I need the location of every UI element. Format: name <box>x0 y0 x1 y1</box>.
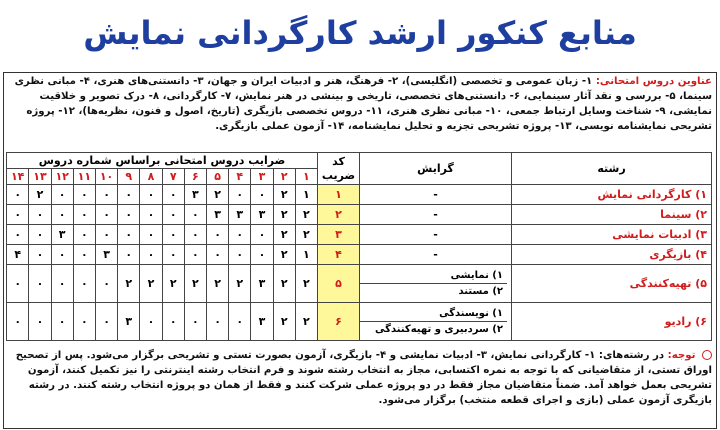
table-row <box>7 205 712 225</box>
course-number-10: ۱۰ <box>95 169 117 185</box>
coefficient-cell: ۰ <box>206 303 228 341</box>
course-number-11: ۱۱ <box>73 169 95 185</box>
coefficient-cell: ۳ <box>184 185 206 205</box>
coefficient-cell: ۰ <box>184 205 206 225</box>
coefficient-cell: ۳ <box>95 245 117 265</box>
table-row <box>7 265 712 303</box>
coefficient-cell: ۱ <box>295 245 317 265</box>
code-cell: ۳ <box>318 225 360 245</box>
coefficient-cell: ۰ <box>29 205 51 225</box>
coefficient-cell: ۲ <box>273 205 295 225</box>
coefficient-cell: ۰ <box>162 185 184 205</box>
coefficient-cell: ۲ <box>295 225 317 245</box>
coefficient-cell: ۰ <box>162 303 184 341</box>
coefficient-cell: ۰ <box>73 225 95 245</box>
note-text: در رشته‌های: ۱- کارگردانی نمایش، ۳- ادبیات نمایشی و ۴- بازیگری، آزمون بصورت تستی و تشریحی برگزار می‌شود. پس از تصحیح اوراق تستی، از متقاضیانی که با توجه به نمره اکتسابی، مجاز به انتخاب رشته شوند و فرم انتخاب رشته اینترنتی را نیز تکمیل کنند، آزمون تشریحی بعمل خواهد آمد. ضمناً متقاضیان مجاز فقط در دو پروژه عملی شرکت کنند و فقط از همان دو پروژه انتخاب رشته کنند. در رشته بازیگری آزمون عملی (بازی و اجرای قطعه منتخب) برگزار می‌شود. <box>15 350 712 406</box>
course-number-7: ۷ <box>162 169 184 185</box>
trend-cell: - <box>360 185 512 205</box>
coefficient-cell: ۰ <box>229 303 251 341</box>
coefficient-cell: ۰ <box>29 303 51 341</box>
course-number-2: ۲ <box>273 169 295 185</box>
coefficient-cell: ۰ <box>73 205 95 225</box>
trend-item: ۱) نمایشی <box>360 268 507 284</box>
coefficient-cell: ۰ <box>206 245 228 265</box>
coefficient-cell: ۲ <box>184 265 206 303</box>
course-number-13: ۱۳ <box>29 169 51 185</box>
trend-item: ۱) نویسندگی <box>360 306 507 322</box>
trend-cell <box>360 265 512 303</box>
coefficient-cell: ۰ <box>7 303 29 341</box>
coefficient-cell: ۲ <box>273 265 295 303</box>
table-row <box>7 225 712 245</box>
note-label: توجه: <box>667 350 696 361</box>
course-number-14: ۱۴ <box>7 169 29 185</box>
course-number-6: ۶ <box>184 169 206 185</box>
coefficient-cell: ۰ <box>29 245 51 265</box>
course-number-9: ۹ <box>118 169 140 185</box>
coefficient-cell: ۰ <box>7 185 29 205</box>
coefficient-cell: ۰ <box>229 245 251 265</box>
coefficient-cell: ۰ <box>51 303 73 341</box>
course-number-1: ۱ <box>295 169 317 185</box>
coefficient-cell: ۰ <box>162 245 184 265</box>
coefficient-cell: ۰ <box>162 205 184 225</box>
header-field: رشته <box>512 153 712 185</box>
trend-cell: - <box>360 245 512 265</box>
code-cell: ۱ <box>318 185 360 205</box>
coefficient-cell: ۰ <box>73 185 95 205</box>
coefficient-cell: ۰ <box>229 185 251 205</box>
course-number-12: ۱۲ <box>51 169 73 185</box>
coefficient-cell: ۰ <box>140 185 162 205</box>
coefficient-cell: ۲ <box>118 265 140 303</box>
coefficient-cell: ۳ <box>229 205 251 225</box>
note-paragraph <box>6 348 712 426</box>
coefficient-cell: ۲ <box>273 225 295 245</box>
coefficient-cell: ۰ <box>73 245 95 265</box>
field-name: ۲) سینما <box>512 205 712 225</box>
course-number-4: ۴ <box>229 169 251 185</box>
course-number-8: ۸ <box>140 169 162 185</box>
coefficient-cell: ۰ <box>95 265 117 303</box>
table-row <box>7 303 712 341</box>
field-name: ۳) ادبیات نمایشی <box>512 225 712 245</box>
coefficient-cell: ۰ <box>184 245 206 265</box>
trend-item: ۲) مستند <box>458 286 503 297</box>
trend-item: ۲) سردبیری و تهیه‌کنندگی <box>375 324 503 335</box>
field-name: ۱) کارگردانی نمایش <box>512 185 712 205</box>
coefficient-cell: ۰ <box>140 303 162 341</box>
coefficient-cell: ۰ <box>118 185 140 205</box>
coefficient-cell: ۲ <box>29 185 51 205</box>
coefficient-cell: ۰ <box>51 185 73 205</box>
header-trend: گرایش <box>360 153 512 185</box>
field-name: ۵) تهیه‌کنندگی <box>512 265 712 303</box>
coefficient-cell: ۳ <box>251 205 273 225</box>
coefficient-cell: ۳ <box>118 303 140 341</box>
coefficient-cell: ۰ <box>29 265 51 303</box>
coefficient-cell: ۰ <box>29 225 51 245</box>
table-row <box>7 245 712 265</box>
coefficients-table <box>6 152 712 341</box>
coefficient-cell: ۲ <box>295 205 317 225</box>
subjects-label: عناوین دروس امتحانی: <box>595 76 712 87</box>
trend-cell: - <box>360 225 512 245</box>
subjects-text: ۱- زبان عمومی و تخصصی (انگلیسی)، ۲- فرهنگ، هنر و ادبیات ایران و جهان، ۳- دانستنی‌های هنری، ۴- مبانی نظری سینما، ۵- بررسی و نقد آثار سینمایی، ۶- دانستنی‌های تخصصی، تاریخی و بینشی در هنر نمایش، ۷- کارگردانی، ۸- درک تصویر و خلاقیت نمایشی، ۹- شناخت وسایل ارتباط جمعی، ۱۰- مبانی نظری هنری، ۱۱- دروس تخصصی بازیگری (تاریخ، اصول و فنون، نظریه‌ها)، ۱۲- پروژه تشریحی نمایشنامه نویسی، ۱۳- پروژه تشریحی تجزیه و تحلیل نمایشنامه، ۱۴- آزمون عملی بازیگری. <box>14 76 712 132</box>
coefficient-cell: ۰ <box>95 225 117 245</box>
header-coefficients: ضرایب دروس امتحانی براساس شماره دروس <box>7 153 318 169</box>
coefficient-cell: ۳ <box>251 303 273 341</box>
coefficient-cell: ۰ <box>251 245 273 265</box>
course-number-3: ۳ <box>251 169 273 185</box>
coefficient-cell: ۰ <box>95 185 117 205</box>
coefficient-cell: ۲ <box>206 265 228 303</box>
coefficient-cell: ۳ <box>206 205 228 225</box>
coefficient-cell: ۲ <box>273 185 295 205</box>
coefficient-cell: ۰ <box>140 225 162 245</box>
field-name: ۴) بازیگری <box>512 245 712 265</box>
coefficient-cell: ۰ <box>184 225 206 245</box>
coefficient-cell: ۰ <box>95 303 117 341</box>
coefficient-cell: ۰ <box>118 225 140 245</box>
coefficient-cell: ۲ <box>295 265 317 303</box>
coefficient-cell: ۲ <box>295 303 317 341</box>
coefficient-cell: ۰ <box>7 205 29 225</box>
coefficient-cell: ۰ <box>7 225 29 245</box>
coefficient-cell: ۰ <box>118 205 140 225</box>
coefficient-cell: ۰ <box>162 225 184 245</box>
coefficient-cell: ۲ <box>140 265 162 303</box>
coefficient-cell: ۰ <box>206 225 228 245</box>
coefficient-cell: ۰ <box>140 205 162 225</box>
table-row <box>7 185 712 205</box>
code-cell: ۵ <box>318 265 360 303</box>
coefficient-cell: ۰ <box>73 265 95 303</box>
coefficient-cell: ۰ <box>118 245 140 265</box>
coefficient-cell: ۰ <box>51 265 73 303</box>
page-title: منابع کنکور ارشد کارگردانی نمایش <box>83 14 637 52</box>
bullet-icon <box>702 350 712 360</box>
field-name: ۶) رادیو <box>512 303 712 341</box>
coefficient-cell: ۰ <box>140 245 162 265</box>
coefficient-cell: ۰ <box>184 303 206 341</box>
code-cell: ۲ <box>318 205 360 225</box>
coefficient-cell: ۱ <box>295 185 317 205</box>
coefficient-cell: ۰ <box>229 225 251 245</box>
coefficient-cell: ۰ <box>95 205 117 225</box>
coefficient-cell: ۰ <box>251 185 273 205</box>
coefficient-cell: ۳ <box>51 225 73 245</box>
coefficient-cell: ۰ <box>51 205 73 225</box>
header-code: کد ضریب <box>318 153 360 185</box>
subjects-paragraph <box>6 74 712 150</box>
coefficient-cell: ۲ <box>229 265 251 303</box>
coefficient-cell: ۰ <box>251 225 273 245</box>
coefficient-cell: ۲ <box>273 245 295 265</box>
coefficient-cell: ۰ <box>51 245 73 265</box>
coefficient-cell: ۰ <box>73 303 95 341</box>
code-cell: ۴ <box>318 245 360 265</box>
coefficient-cell: ۳ <box>251 265 273 303</box>
code-cell: ۶ <box>318 303 360 341</box>
course-number-5: ۵ <box>206 169 228 185</box>
trend-cell: - <box>360 205 512 225</box>
coefficient-cell: ۲ <box>206 185 228 205</box>
coefficient-cell: ۰ <box>7 265 29 303</box>
coefficient-cell: ۲ <box>162 265 184 303</box>
trend-cell <box>360 303 512 341</box>
coefficient-cell: ۴ <box>7 245 29 265</box>
coefficient-cell: ۲ <box>273 303 295 341</box>
